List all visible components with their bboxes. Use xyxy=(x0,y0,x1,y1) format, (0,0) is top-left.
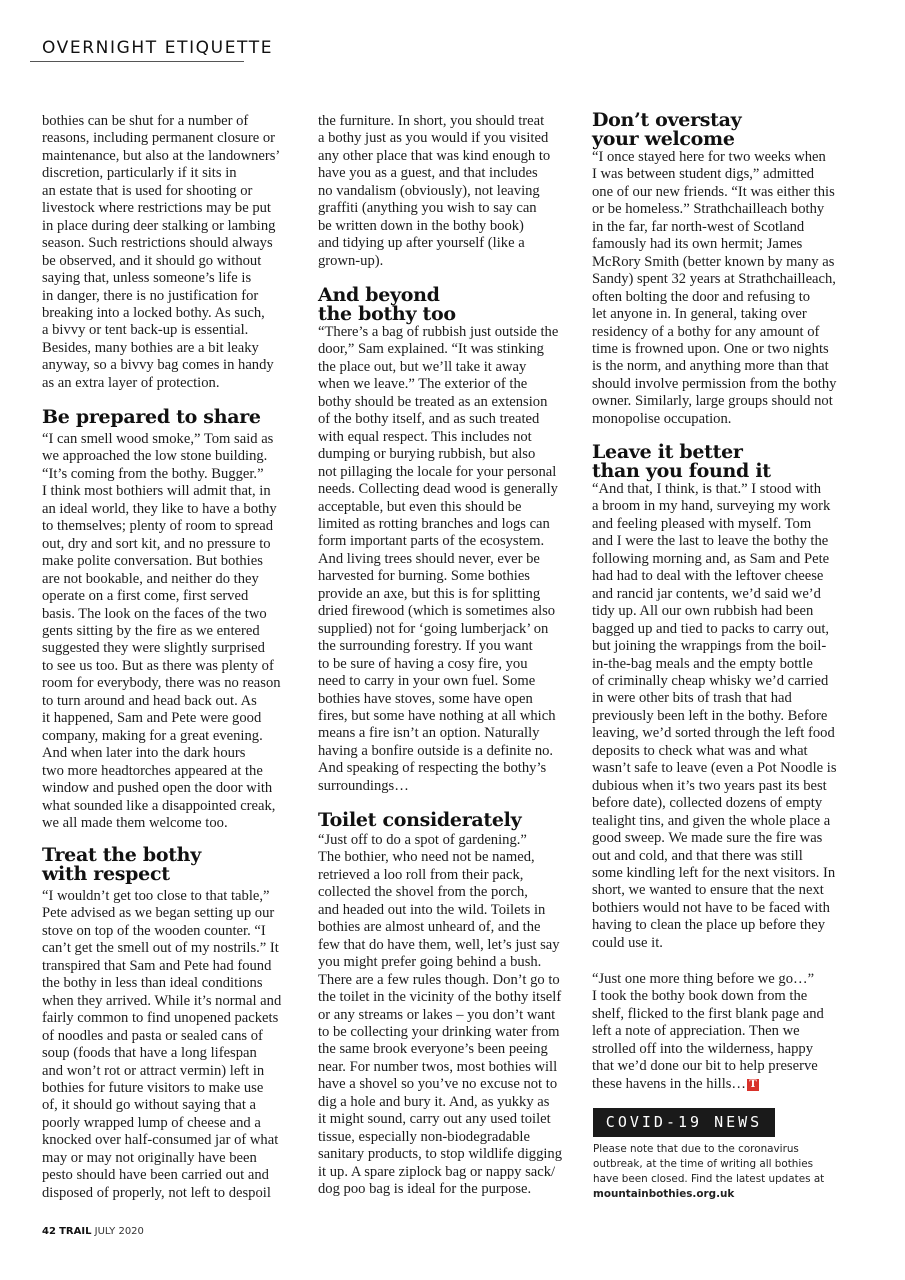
col2-paragraph-2: “There’s a bag of rubbish just outside the door,” Sam explained. “It was stinking the place out, but we’ll take it away when we leave.” The exterior of the bothy should be treated as an extension of the bothy itself, and as such treated with equal respect. This includes not dumping or burying rubbish, but also not pillaging the locale for your personal needs. Collecting dead wood is generally acceptable, but even this should be limited as rotting branches and logs can form important parts of the ecosystem. And living trees should never, ever be harvested for burning. Some bothies provide an axe, but this is for splitting dried firewood (which is sometimes also supplied) not for ‘going lumberjack’ on the surrounding forestry. If you want to be sure of having a cosy fire, you need to carry in your own fuel. Some bothies have stoves, some have open fires, but some have nothing at all which means a fire isn’t an option. Naturally having a bonfire outside is a definite no. And speaking of respecting the bothy’s surroundings… xyxy=(318,324,559,794)
section-label: OVERNIGHT ETIQUETTE xyxy=(42,38,274,58)
col1-paragraph-3: “I wouldn’t get too close to that table,” Pete advised as we began setting up our stove on top of the wooden counter. “I can’t get the smell out of my nostrils.” It transpired that Sam and Pete had found the bothy in less than ideal conditions when they arrived. While it’s normal and fairly common to find unopened packets of noodles and pasta or sealed cans of soup (foods that have a long lifespan and won’t rot or attract vermin) left in bothies for future visitors to make use of, it should go without saying that a poorly wrapped lump of cheese and a knocked over half-consumed jar of what may or may not originally have been pesto should have been carried out and disposed of properly, not left to despoil xyxy=(42,888,282,1201)
col2-paragraph-1: the furniture. In short, you should treat a bothy just as you would if you visited any other place that was kind enough to have you as a guest, and that includes no vandalism (obviously), not leaving graffiti (anything you wish to say can be written down in the bothy book) and tidying up after yourself (like a grown-up). xyxy=(318,113,551,269)
col3-paragraph-3 xyxy=(592,971,852,1093)
trail-endmark-icon: T xyxy=(747,1079,759,1091)
col3-paragraph-2: “And that, I think, is that.” I stood with a broom in my hand, surveying my work and feeling pleased with myself. Tom and I were the last to leave the bothy the following morning and, as Sam and Pete had had to deal with the leftover cheese and rancid jar contents, we’d said we’d tidy up. All our own rubbish had been bagged up and tied to packs to carry out, but joining the wrappings from the boil- in-the-bag meals and the empty bottle of criminally cheap whisky we’d carried in were other bits of trash that had previously been left in the bothy. Before leaving, we’d sorted through the left food deposits to check what was and what wasn’t safe to leave (even a Pot Noodle is dubious when it’s two years past its best before date), collected dozens of empty tealight tins, and given the whole place a good sweep. We made sure the fire was out and cold, and that there was still some kindling left for the next visitors. In short, we wanted to ensure that the next bothiers would not have to be faced with having to clean the place up before they could use it. xyxy=(592,481,837,951)
covid-note xyxy=(593,1142,853,1202)
issue-date: JULY 2020 xyxy=(94,1226,144,1237)
covid-note-text: Please note that due to the coronavirus outbreak, at the time of writing all bothies have been closed. Find the latest updates at xyxy=(593,1143,825,1185)
heading-be-prepared-to-share: Be prepared to share xyxy=(42,406,261,428)
page-footer xyxy=(42,1226,144,1237)
covid-news-banner: COVID-19 NEWS xyxy=(593,1108,775,1137)
magazine-name: TRAIL xyxy=(59,1226,92,1237)
section-divider xyxy=(30,61,244,62)
heading-toilet-considerately: Toilet considerately xyxy=(318,809,522,831)
heading-and-beyond: And beyond the bothy too xyxy=(318,284,456,325)
col1-paragraph-2: “I can smell wood smoke,” Tom said as we approached the low stone building. “It’s coming from the bothy. Bugger.” I think most bothiers will admit that, in an ideal world, they like to have a bothy to themselves; plenty of room to spread out, dry and sort kit, and no pressure to make polite conversation. But bothies are not bookable, and neither do they operate on a first come, first served basis. The look on the faces of the two gents sitting by the fire as we entered suggested they were slightly surprised to see us too. But as there was plenty of room for everybody, there was no reason to turn around and head back out. As it happened, Sam and Pete were good company, making for a great evening. And when later into the dark hours two more headtorches appeared at the window and pushed open the door with what sounded like a disappointed creak, we all made them welcome too. xyxy=(42,431,281,831)
col3-paragraph-1: “I once stayed here for two weeks when I was between student digs,” admitted one of our new friends. “It was either this or be homeless.” Strathchailleach bothy in the far, far north-west of Scotland famously had its own hermit; James McRory Smith (better known by many as Sandy) spent 32 years at Strathchailleach, often bolting the door and refusing to let anyone in. In general, taking over residency of a bothy for any amount of time is frowned upon. One or two nights is the norm, and anything more than that should involve permission from the bothy owner. Similarly, large groups should not monopolise occupation. xyxy=(592,149,837,427)
bothies-website-link[interactable]: mountainbothies.org.uk xyxy=(593,1188,735,1200)
heading-treat-the-bothy: Treat the bothy with respect xyxy=(42,844,201,885)
heading-dont-overstay: Don’t overstay your welcome xyxy=(592,109,742,150)
col1-paragraph-1: bothies can be shut for a number of reasons, including permanent closure or maintenance, but also at the landowners’ discretion, particularly if it sits in an estate that is used for shooting or livestock where restrictions may be put in place during deer stalking or lambing season. Such restrictions should always be observed, and it should go without saying that, unless someone’s life is in danger, there is no justification for breaking into a locked bothy. As such, a bivvy or tent back-up is essential. Besides, many bothies are a bit leaky anyway, so a bivvy bag comes in handy as an extra layer of protection. xyxy=(42,113,281,391)
page-number: 42 xyxy=(42,1226,56,1237)
heading-leave-it-better: Leave it better than you found it xyxy=(592,441,771,482)
closing-text: “Just one more thing before we go…” I took the bothy book down from the shelf, flicked to the first blank page and left a note of appreciation. Then we strolled off into the wilderness, happy that we’d done our bit to help preserve these havens in the hills… xyxy=(592,971,824,1092)
col2-paragraph-3: “Just off to do a spot of gardening.” The bothier, who need not be named, retrieved a loo roll from their pack, collected the shovel from the porch, and headed out into the wild. Toilets in bothies are almost unheard of, and the few that do have them, well, let’s just say you might prefer going behind a bush. There are a few rules though. Don’t go to the toilet in the vicinity of the bothy itself or any streams or lakes – you don’t want to be collecting your drinking water from the same brook everyone’s been peeing near. For number twos, most bothies will have a shovel so you’ve no excuse not to dig a hole and bury it. And, as yukky as it might sound, carry out any used toilet tissue, especially non-biodegradable sanitary products, to stop wildlife digging it up. A spare ziplock bag or nappy sack/ dog poo bag is ideal for the purpose. xyxy=(318,832,563,1198)
